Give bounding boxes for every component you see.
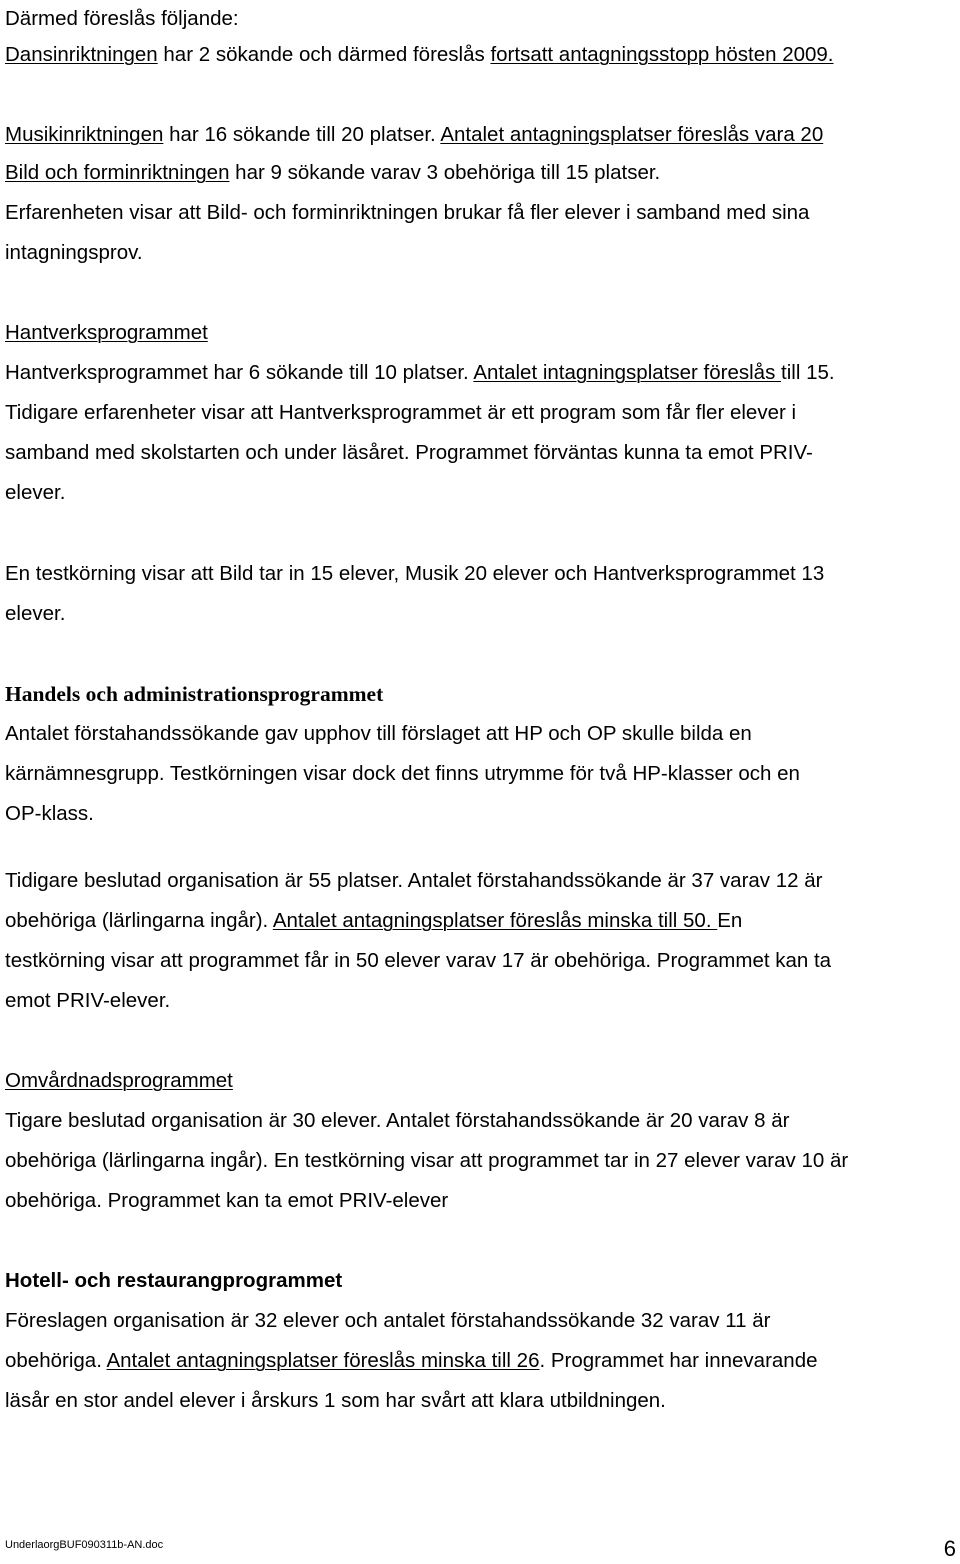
- musik-proposal: Antalet antagningsplatser föreslås vara 20: [440, 123, 824, 146]
- handels-text-3: OP-klass.: [5, 802, 94, 825]
- hantverk-line-2: [5, 400, 796, 426]
- bild-experience-line-2: [5, 240, 143, 266]
- dans-line: [5, 42, 834, 68]
- omvardnad-line-2: [5, 1148, 848, 1174]
- handels-text: Antalet förstahandssökande gav upphov till förslaget att HP och OP skulle bilda en: [5, 722, 752, 745]
- hotell-heading: Hotell- och restaurangprogrammet: [5, 1269, 343, 1292]
- bild-text: har 9 sökande varav 3 obehöriga till 15 platser.: [229, 161, 661, 184]
- handels-line-2: [5, 761, 800, 787]
- hotell-text-3: . Programmet har innevarande: [539, 1349, 818, 1372]
- musik-line-1: [5, 122, 823, 148]
- dans-proposal: fortsatt antagningsstopp hösten 2009.: [490, 43, 834, 66]
- hantverk-heading: Hantverksprogrammet: [5, 321, 208, 344]
- handels-p2-line-2: [5, 908, 742, 934]
- omvardnad-line-3: [5, 1188, 448, 1214]
- hotell-line-2: [5, 1348, 818, 1374]
- hotell-line-1: [5, 1308, 770, 1334]
- handels-p2-text-4: testkörning visar att programmet får in 50 elever varav 17 är obehöriga. Programmet kan ta: [5, 949, 832, 972]
- hantverk-text-4: samband med skolstarten och under läsåret. Programmet förväntas kunna ta emot PRIV-: [5, 441, 813, 464]
- intro-text: Därmed föreslås följande:: [5, 7, 239, 30]
- footer-filename: UnderlaorgBUF090311b-AN.doc: [5, 1539, 164, 1551]
- hantverk-line-1: [5, 360, 835, 386]
- dans-text: har 2 sökande och därmed föreslås: [157, 43, 491, 66]
- handels-p2-text: Tidigare beslutad organisation är 55 platser. Antalet förstahandssökande är 37 varav 12 är: [5, 869, 823, 892]
- handels-line-3: [5, 801, 94, 827]
- handels-heading: Handels och administrationsprogrammet: [5, 682, 384, 706]
- handels-p2-line-3: [5, 948, 831, 974]
- hantverk-text-2: till 15.: [781, 361, 835, 384]
- hotell-text: Föreslagen organisation är 32 elever och antalet förstahandssökande 32 varav 11 är: [5, 1309, 771, 1332]
- hotell-proposal: Antalet antagningsplatser föreslås minska till 26: [106, 1349, 540, 1372]
- hotell-text-4: läsår en stor andel elever i årskurs 1 som har svårt att klara utbildningen.: [5, 1389, 666, 1412]
- hotell-line-3: [5, 1388, 666, 1414]
- omvardnad-text-3: obehöriga. Programmet kan ta emot PRIV-elever: [5, 1189, 449, 1212]
- dans-term: Dansinriktningen: [5, 43, 158, 66]
- testkorning-line-2: [5, 601, 65, 627]
- bild-experience-text: Erfarenheten visar att Bild- och forminriktningen brukar få fler elever i samband med sina: [5, 201, 810, 224]
- hantverk-line-4: [5, 480, 65, 506]
- hantverk-text-3: Tidigare erfarenheter visar att Hantverksprogrammet är ett program som får fler elever i: [5, 401, 797, 424]
- hotell-text-2: obehöriga.: [5, 1349, 107, 1372]
- omvardnad-text: Tigare beslutad organisation är 30 elever. Antalet förstahandssökande är 20 varav 8 är: [5, 1109, 790, 1132]
- handels-p2-text-5: emot PRIV-elever.: [5, 989, 171, 1012]
- testkorning-text: En testkörning visar att Bild tar in 15 elever, Musik 20 elever och Hantverksprogrammet 13: [5, 562, 825, 585]
- bild-experience-text-2: intagningsprov.: [5, 241, 143, 264]
- musik-term: Musikinriktningen: [5, 123, 164, 146]
- handels-proposal: Antalet antagningsplatser föreslås minska till 50.: [272, 909, 718, 932]
- bild-experience-line: [5, 200, 809, 226]
- handels-p2-text-2: obehöriga (lärlingarna ingår).: [5, 909, 273, 932]
- handels-p2-line-4: [5, 988, 170, 1014]
- page-number: 6: [943, 1536, 956, 1561]
- intro-line: [5, 6, 239, 32]
- handels-line-1: [5, 721, 752, 747]
- omvardnad-line-1: [5, 1108, 789, 1134]
- handels-p2-text-3: En: [717, 909, 743, 932]
- handels-text-2: kärnämnesgrupp. Testkörningen visar dock det finns utrymme för två HP-klasser och en: [5, 762, 800, 785]
- hantverk-proposal: Antalet intagningsplatser föreslås: [473, 361, 782, 384]
- hantverk-text: Hantverksprogrammet har 6 sökande till 10 platser.: [5, 361, 474, 384]
- musik-text: har 16 sökande till 20 platser.: [163, 123, 441, 146]
- bild-term: Bild och forminriktningen: [5, 161, 230, 184]
- bild-line: [5, 160, 660, 186]
- testkorning-line-1: [5, 561, 824, 587]
- omvardnad-text-2: obehöriga (lärlingarna ingår). En testkörning visar att programmet tar in 27 elever varav 10 är: [5, 1149, 849, 1172]
- hantverk-line-3: [5, 440, 813, 466]
- handels-p2-line-1: [5, 868, 822, 894]
- hantverk-text-5: elever.: [5, 481, 66, 504]
- testkorning-text-2: elever.: [5, 602, 66, 625]
- omvardnad-heading: Omvårdnadsprogrammet: [5, 1069, 233, 1092]
